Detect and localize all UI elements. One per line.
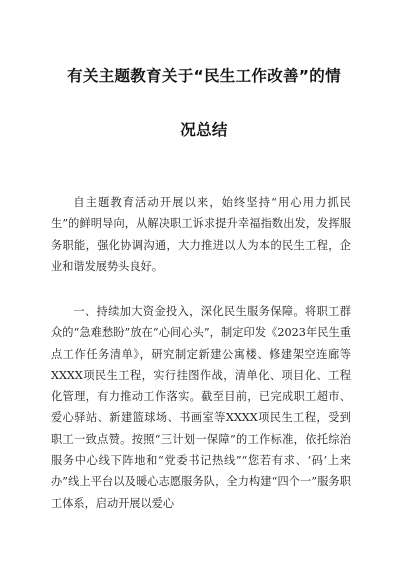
document-title-line-2: 况总结: [180, 121, 228, 139]
paragraph-section-one: 一、持续加大资金投入，深化民生服务保障。将职工群众的“急难愁盼”放在“心间心头”，制定印发《2023年民生重点工作任务清单》，研究制定新建公寓楼、修建架空连廊等XXXX项民生工程，实行挂图作战，清单化、项目化、工程化管理，有力推动工作落实。截至目前，已完成职工超市、爱心驿站、新建篮球场、书画室等XXXX项民生工程，受到职工一致点赞。按照“三计划一保障”的工作标准，依托综治服务中心线下阵地和“党委书记热线”“您若有求、‘码’上来办”线上平台以及暖心志愿服务队，全力构建“四个一”服务职工体系，启动开展以爱心: [51, 305, 351, 510]
paragraph-intro: 自主题教育活动开展以来，始终坚持“用心用力抓民生”的鲜明导向，从解决职工诉求提升幸福指数出发，发挥服务职能，强化协调沟通，大力推进以人为本的民生工程，企业和谐发展势头良好。: [51, 196, 351, 273]
document-title-line-1: 有关主题教育关于“民生工作改善”的情: [67, 67, 341, 85]
